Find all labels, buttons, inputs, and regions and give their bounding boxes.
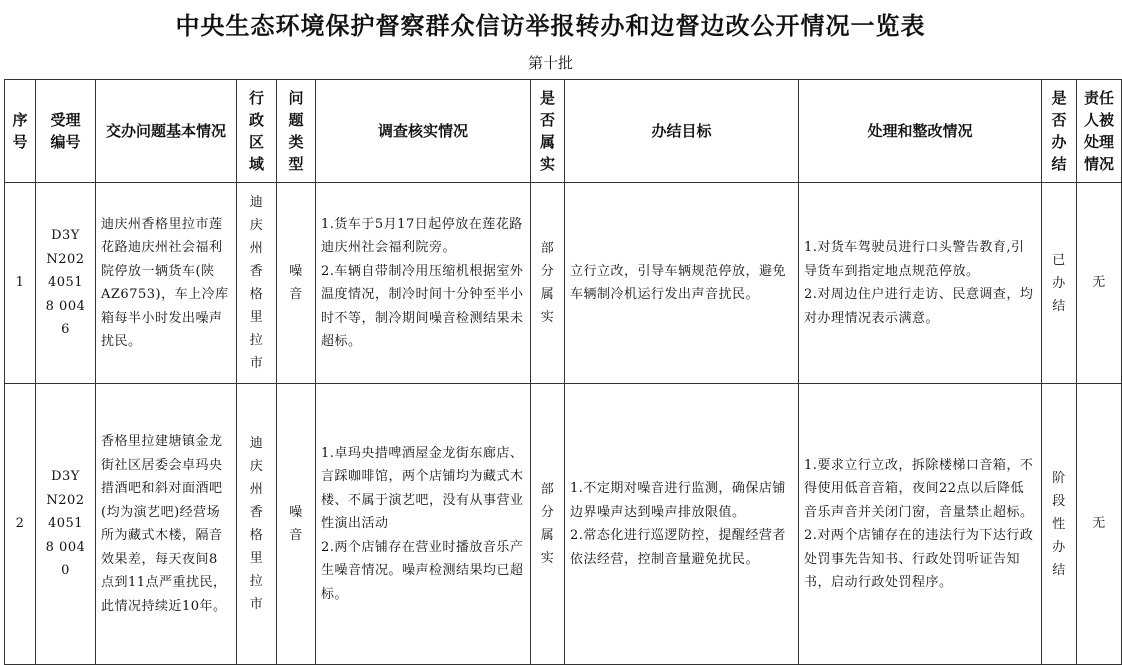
cell-issue: 迪庆州香格里拉市莲花路迪庆州社会福利院停放一辆货车(陕AZ6753)，车上冷库箱每半小时发出噪声扰民。	[96, 183, 237, 384]
batch-label: 第十批	[527, 54, 573, 72]
cell-receipt-no: D3YN20240518 0046	[36, 183, 96, 384]
table-row	[5, 384, 1122, 665]
handling-item: 1.对货车驾驶员进行口头警告教育,引导货车到指定地点规范停放。	[804, 240, 1025, 279]
header-seq: 序号	[5, 80, 36, 183]
header-investigation: 调查核实情况	[316, 80, 531, 183]
header-closed: 是否办结	[1042, 80, 1077, 183]
cell-closed: 已办结	[1042, 183, 1077, 384]
cell-district: 迪庆州香格里拉市	[237, 183, 277, 384]
investigation-item: 2.车辆自带制冷用压缩机根据室外温度情况，制冷时间十分钟至半小时不等，制冷期间噪音检测结果未超标。	[321, 263, 524, 349]
handling-item: 1.要求立行立改，拆除楼梯口音箱，不得使用低音音箱，夜间22点以后降低音乐声音并关闭门窗，音量禁止超标。	[804, 457, 1034, 520]
cell-goal	[565, 384, 799, 665]
goal-item: 1.不定期对噪音进行监测，确保店铺边界噪声达到噪声排放限值。	[570, 481, 786, 520]
cell-seq: 2	[5, 384, 36, 665]
table-row	[5, 183, 1122, 384]
goal-item: 2.常态化进行巡逻防控，提醒经营者依法经营，控制音量避免扰民。	[570, 528, 786, 567]
header-handling: 处理和整改情况	[799, 80, 1042, 183]
cell-seq: 1	[5, 183, 36, 384]
header-district: 行政区域	[237, 80, 277, 183]
handling-item: 2.对两个店铺存在的违法行为下达行政处罚事先告知书、行政处罚听证告知书，启动行政处罚程序。	[804, 528, 1034, 590]
investigation-item: 2.两个店铺存在营业时播放音乐产生噪音情况。噪声检测结果均已超标。	[321, 539, 524, 602]
header-receipt-no: 受理编号	[36, 80, 96, 183]
cell-investigation	[316, 183, 531, 384]
cell-handling	[799, 183, 1042, 384]
cell-verified: 部分属实	[531, 384, 565, 665]
table-header-row	[5, 80, 1122, 183]
investigation-item: 1.卓玛央措啤酒屋金龙街东廊店、言踩咖啡馆，两个店铺均为藏式木楼、不属于演艺吧，没有从事营业性演出活动	[321, 445, 524, 532]
header-issue: 交办问题基本情况	[96, 80, 237, 183]
handling-item: 2.对周边住户进行走访、民意调查，均对办理情况表示满意。	[804, 287, 1034, 326]
cell-issue: 香格里拉建塘镇金龙街社区居委会卓玛央措酒吧和斜对面酒吧(均为演艺吧)经营场所为藏式木楼，隔音效果差，每天夜间8点到11点严重扰民，此情况持续近10年。	[96, 384, 237, 665]
cell-closed: 阶段性办结	[1042, 384, 1077, 665]
cell-type: 噪音	[277, 183, 316, 384]
header-goal: 办结目标	[565, 80, 799, 183]
cell-investigation	[316, 384, 531, 665]
cell-accountability: 无	[1077, 183, 1122, 384]
header-accountability: 责任人被处理情况	[1077, 80, 1122, 183]
report-table	[4, 79, 1122, 665]
cell-goal: 立行立改，引导车辆规范停放，避免车辆制冷机运行发出声音扰民。	[565, 183, 799, 384]
investigation-item: 1.货车于5月17日起停放在莲花路迪庆州社会福利院旁。	[321, 216, 523, 255]
page-title: 中央生态环境保护督察群众信访举报转办和边督边改公开情况一览表	[175, 12, 926, 40]
header-verified: 是否属实	[531, 80, 565, 183]
cell-verified: 部分属实	[531, 183, 565, 384]
cell-district: 迪庆州香格里拉市	[237, 384, 277, 665]
cell-accountability: 无	[1077, 384, 1122, 665]
cell-receipt-no: D3YN20240518 0040	[36, 384, 96, 665]
cell-type: 噪音	[277, 384, 316, 665]
header-type: 问题类型	[277, 80, 316, 183]
cell-handling	[799, 384, 1042, 665]
